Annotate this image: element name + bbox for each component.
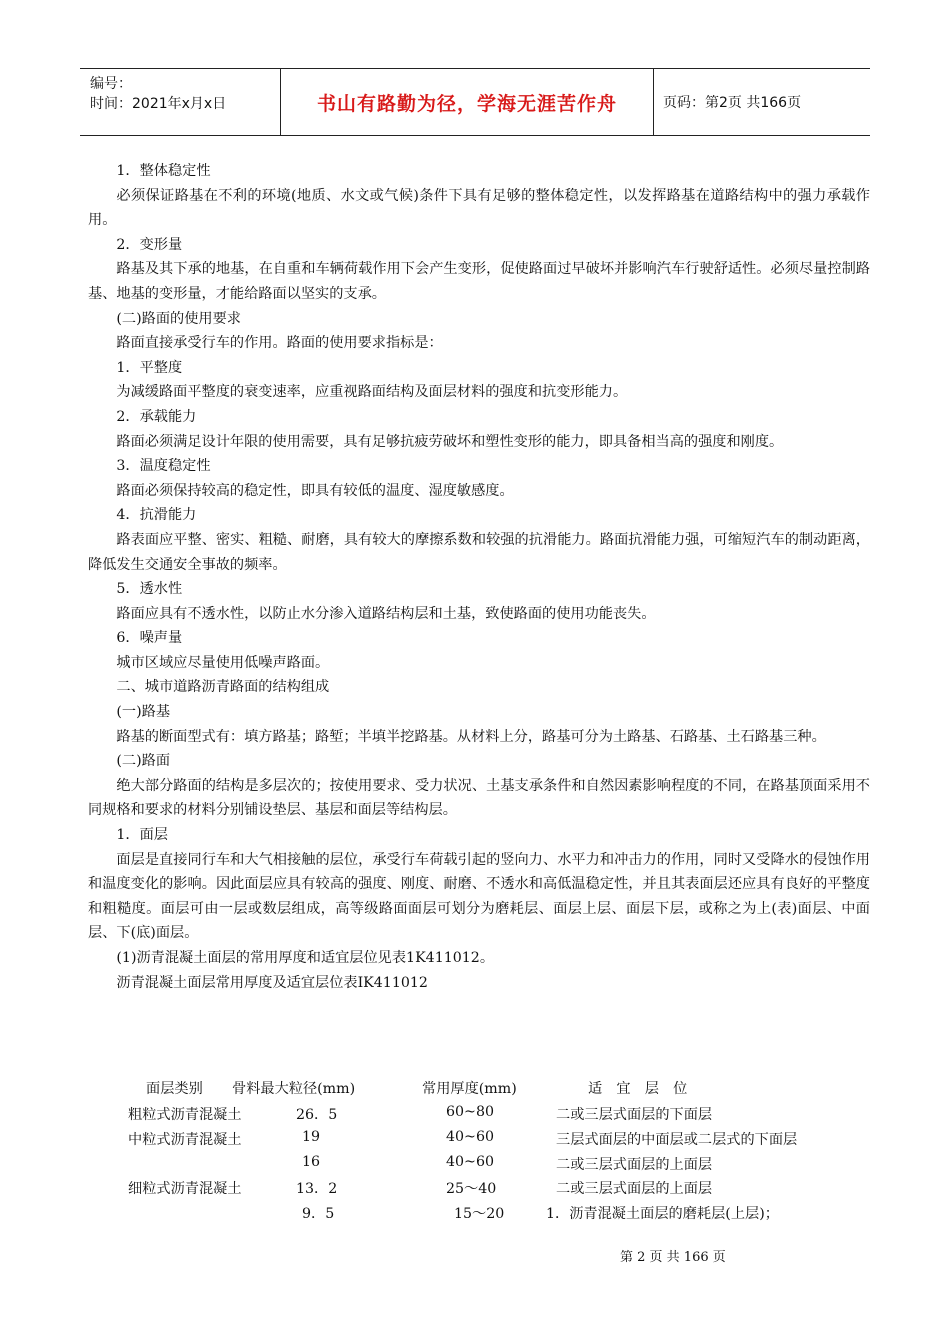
paragraph: 2．变形量 <box>116 236 183 253</box>
doc-date-label: 时间：2021年x月x日 <box>90 96 227 112</box>
paragraph: 4．抗滑能力 <box>116 507 197 524</box>
paragraph: 1．面层 <box>116 827 168 844</box>
table-cell: 60~80 <box>446 1104 494 1120</box>
table-header-row <box>0 1078 950 1102</box>
paragraph: 6．噪声量 <box>116 630 183 647</box>
paragraph: (1)沥青混凝土面层的常用厚度和适宜层位见表1K411012。 <box>116 950 495 966</box>
table-cell: 二或三层式面层的上面层 <box>556 1181 713 1198</box>
paragraph: 二、城市道路沥青路面的结构组成 <box>116 679 330 696</box>
paragraph: 城市区域应尽量使用低噪声路面。 <box>116 654 330 671</box>
page-header <box>80 68 870 136</box>
paragraph: 为减缓路面平整度的衰变速率，应重视路面结构及面层材料的强度和抗变形能力。 <box>116 384 628 401</box>
table-row <box>0 1203 950 1227</box>
doc-code-label: 编号： <box>90 76 132 92</box>
table-cell: 二或三层式面层的下面层 <box>556 1107 713 1123</box>
table-header-cell: 面层类别 <box>146 1081 203 1097</box>
paragraph: 1．平整度 <box>116 359 183 376</box>
paragraph: 5．透水性 <box>116 581 183 598</box>
paragraph: (二)路面的使用要求 <box>116 310 241 327</box>
paragraph: 面层是直接同行车和大气相接触的层位，承受行车荷载引起的竖向力、水平力和冲击力的作用，同时又受降水的侵蚀作用和温度变化的影响。因此面层应具有较高的强度、刚度、耐磨、不透水和高低温稳定性，并且其表面层还应具有良好的平整度和粗糙度。面层可由一层或数层组成，高等级路面面层可划分为磨耗层、面层上层、面层下层，或称之为上(表)面层、中面层、下(底)面层。 <box>88 851 870 942</box>
paragraph: (二)路面 <box>116 753 171 770</box>
table-cell: 三层式面层的中面层或二层式的下面层 <box>556 1131 798 1148</box>
header-left-cell <box>80 69 280 135</box>
table-row <box>0 1129 950 1153</box>
paragraph: 绝大部分路面的结构是多层次的；按使用要求、受力状况、土基支承条件和自然因素影响程度的不同，在路基顶面采用不同规格和要求的材料分别铺设垫层、基层和面层等结构层。 <box>88 777 870 819</box>
table-header-cell: 常用厚度(mm) <box>422 1081 517 1097</box>
table-row <box>0 1154 950 1178</box>
header-motto: 书山有路勤为径，学海无涯苦作舟 <box>280 69 654 135</box>
table-row <box>0 1178 950 1202</box>
paragraph: 3．温度稳定性 <box>116 458 211 475</box>
table-cell: 15～20 <box>454 1206 505 1223</box>
table-cell: 19 <box>302 1128 321 1145</box>
paragraph: 路基的断面型式有：填方路基；路堑；半填半挖路基。从材料上分，路基可分为土路基、石路基、土石路基三种。 <box>116 728 826 745</box>
table-row <box>0 1104 950 1128</box>
table-cell: 细粒式沥青混凝土 <box>128 1181 242 1198</box>
table-cell: 二或三层式面层的上面层 <box>556 1156 713 1173</box>
paragraph: 沥青混凝土面层常用厚度及适宜层位表IK411012 <box>116 974 428 991</box>
document-body <box>88 159 870 995</box>
paragraph: 路表面应平整、密实、粗糙、耐磨，具有较大的摩擦系数和较强的抗滑能力。路面抗滑能力强，可缩短汽车的制动距离，降低发生交通安全事故的频率。 <box>88 531 870 573</box>
paragraph: 路面必须满足设计年限的使用需要，具有足够抗疲劳破坏和塑性变形的能力，即具备相当高的强度和刚度。 <box>116 433 784 450</box>
table-cell: 40~60 <box>446 1153 494 1170</box>
paragraph: 路基及其下承的地基，在自重和车辆荷载作用下会产生变形，促使路面过早破坏并影响汽车行驶舒适性。必须尽量控制路基、地基的变形量，才能给路面以坚实的支承。 <box>88 261 870 302</box>
paragraph: 路面直接承受行车的作用。路面的使用要求指标是： <box>116 335 443 352</box>
table-cell: 1．沥青混凝土面层的磨耗层(上层)； <box>546 1206 779 1223</box>
header-page-info: 页码：第2页 共166页 <box>663 95 802 111</box>
paragraph: 必须保证路基在不利的环境(地质、水文或气候)条件下具有足够的整体稳定性，以发挥路基在道路结构中的强力承载作用。 <box>88 187 870 229</box>
table-cell: 25～40 <box>446 1181 497 1198</box>
table-header-cell: 骨料最大粒径(mm) <box>232 1081 356 1097</box>
table-cell: 13．2 <box>296 1181 338 1198</box>
paragraph: 路面应具有不透水性，以防止水分渗入道路结构层和土基，致使路面的使用功能丧失。 <box>116 605 656 622</box>
table-cell: 26．5 <box>296 1107 338 1123</box>
table-cell: 40~60 <box>446 1128 494 1145</box>
paragraph: (一)路基 <box>116 704 171 721</box>
paragraph: 路面必须保持较高的稳定性，即具有较低的温度、湿度敏感度。 <box>116 482 514 499</box>
table-header-cell: 适 宜 层 位 <box>588 1081 688 1097</box>
table-cell: 粗粒式沥青混凝土 <box>128 1107 242 1123</box>
table-cell: 9．5 <box>302 1206 335 1223</box>
paragraph: 1．整体稳定性 <box>116 163 211 179</box>
paragraph: 2．承载能力 <box>116 408 197 425</box>
table-cell: 16 <box>302 1153 321 1170</box>
page-footer: 第 2 页 共 166 页 <box>620 1250 726 1265</box>
table-cell: 中粒式沥青混凝土 <box>128 1131 242 1148</box>
